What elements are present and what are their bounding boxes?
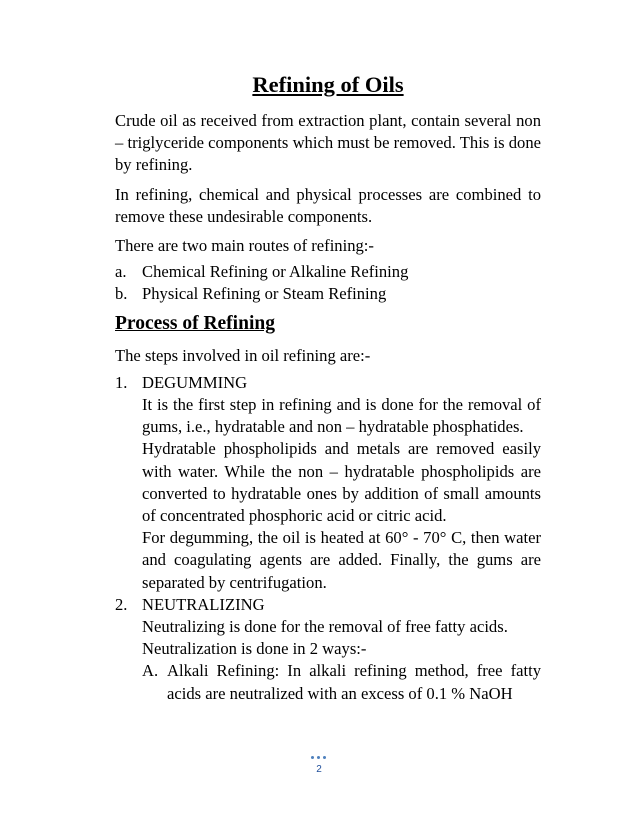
- list-item: [115, 283, 541, 305]
- step-degumming: [115, 372, 541, 594]
- page-number-footer: [0, 756, 638, 775]
- intro-paragraph-1: Crude oil as received from extraction plant, contain several non – triglyceride components which must be removed. This is done by refining.: [115, 111, 541, 175]
- list-marker: a.: [115, 262, 127, 282]
- step-paragraph: Neutralization is done in 2 ways:-: [142, 639, 367, 659]
- step-paragraph: Hydratable phospholipids and metals are removed easily with water. While the non – hydratable phospholipids are converted to hydratable ones by addition of small amounts of concentrated phosphoric acid or citric acid.: [142, 439, 541, 526]
- step-number: 2.: [115, 594, 128, 614]
- intro-paragraph-3: There are two main routes of refining:-: [115, 236, 374, 256]
- list-marker: b.: [115, 284, 128, 304]
- step-paragraph: Neutralizing is done for the removal of free fatty acids.: [142, 617, 508, 637]
- page-number: 2: [316, 764, 322, 775]
- list-item-text: Chemical Refining or Alkaline Refining: [142, 262, 409, 282]
- sub-item-marker: A.: [142, 661, 159, 681]
- section-heading: Process of Refining: [115, 312, 275, 334]
- step-paragraph: It is the first step in refining and is done for the removal of gums, i.e., hydratable and non – hydratable phosphatides.: [142, 395, 541, 437]
- step-number: 1.: [115, 372, 128, 392]
- list-item-text: Physical Refining or Steam Refining: [142, 284, 387, 304]
- step-name: NEUTRALIZING: [142, 594, 265, 614]
- document-page: [115, 70, 541, 705]
- step-name: DEGUMMING: [142, 372, 248, 392]
- page-title: Refining of Oils: [252, 72, 404, 97]
- sub-item: [142, 660, 541, 704]
- steps-intro: The steps involved in oil refining are:-: [115, 345, 371, 365]
- list-item: [115, 261, 541, 283]
- sub-item-text: Alkali Refining: In alkali refining method, free fatty acids are neutralized with an excess of 0.1 % NaOH: [167, 661, 541, 703]
- step-paragraph: For degumming, the oil is heated at 60° - 70° C, then water and coagulating agents are added. Finally, the gums are separated by centrifugation.: [142, 528, 541, 592]
- ornament-dots-icon: [0, 756, 638, 764]
- refining-routes-list: [115, 261, 541, 305]
- intro-paragraph-2: In refining, chemical and physical processes are combined to remove these undesirable components.: [115, 184, 541, 226]
- step-neutralizing: [115, 594, 541, 705]
